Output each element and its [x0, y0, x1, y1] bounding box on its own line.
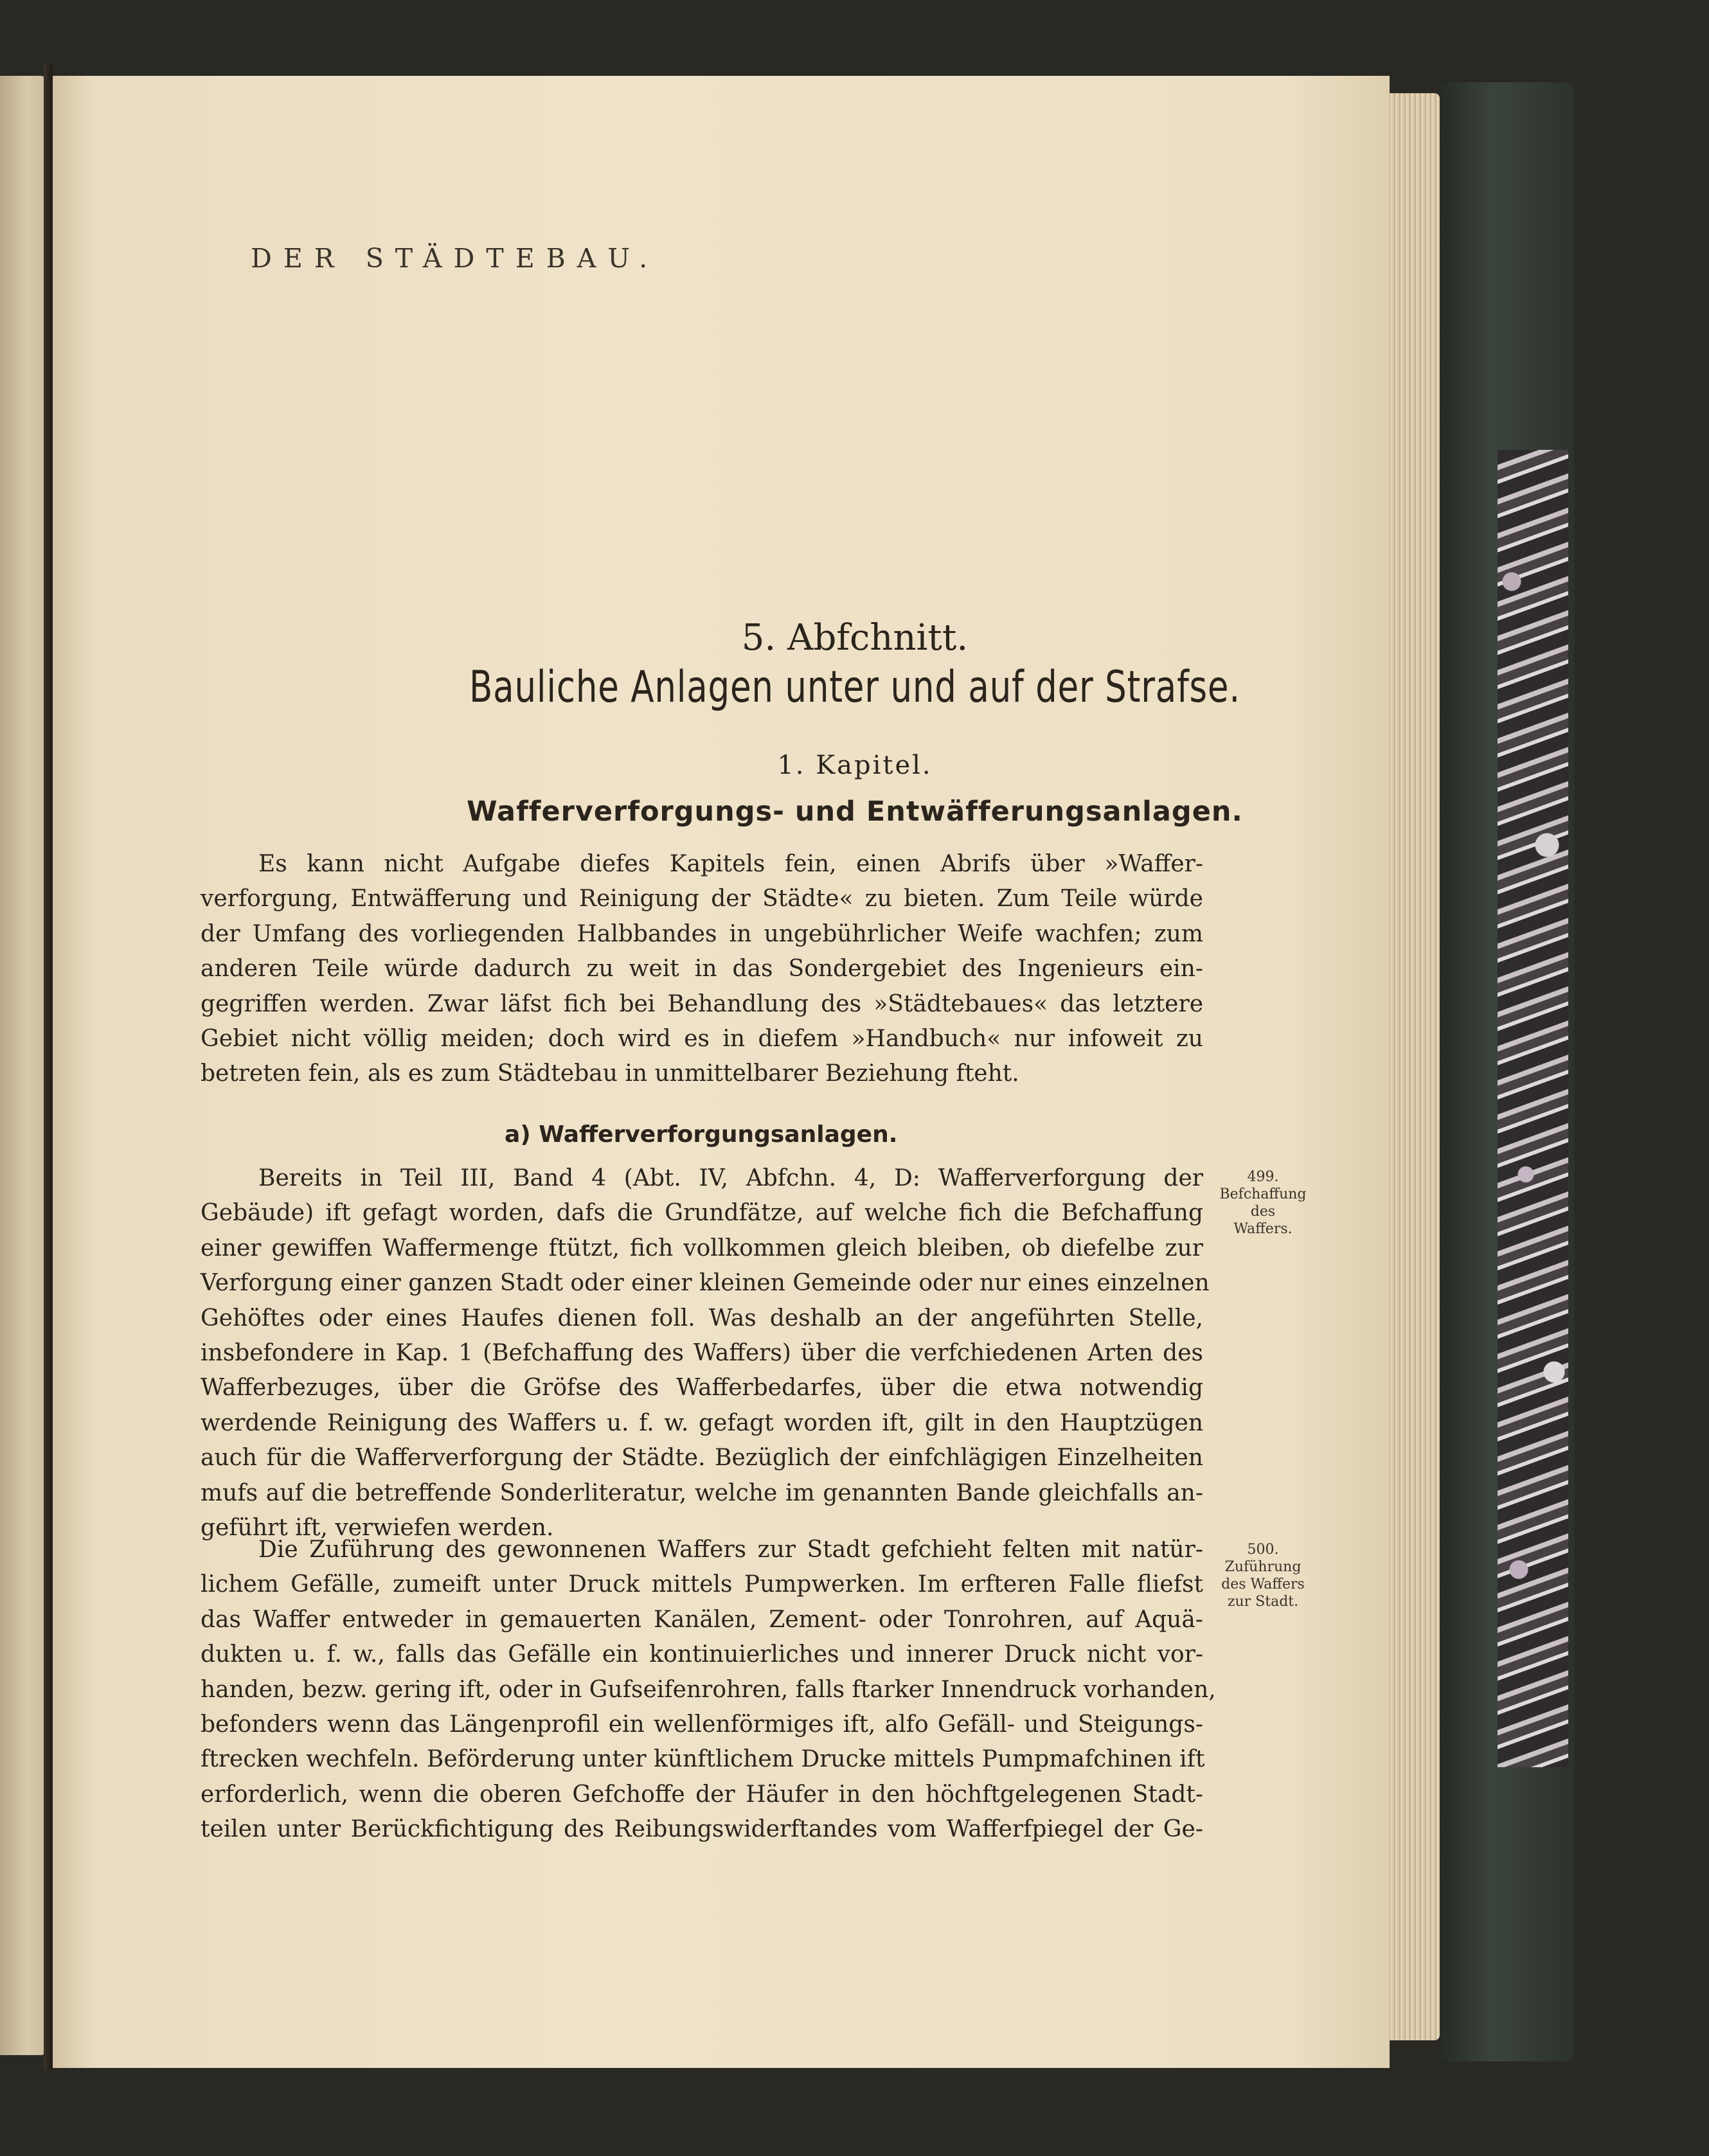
- text-line: Verforgung einer ganzen Stadt oder einer kleinen Gemeinde oder nur eines einzelnen: [201, 1270, 1210, 1297]
- text-line: auch für die Wafferverforgung der Städte. Bezüglich der einfchlägigen Einzelheiten: [201, 1445, 1203, 1472]
- text-line: ftrecken wechfeln. Beförderung unter künftlichem Drucke mittels Pumpmafchinen ift: [201, 1746, 1205, 1773]
- text-line: Gehöftes oder eines Haufes dienen foll. Was deshalb an der angeführten Stelle,: [201, 1305, 1203, 1332]
- margin-note-text: Zuführung: [1224, 1559, 1302, 1575]
- text-line: teilen unter Berückfichtigung des Reibungswiderftandes vom Wafferfpiegel der Ge-: [201, 1816, 1203, 1843]
- text-line: befonders wenn das Längenprofil ein wellenförmiges ift, alfo Gefäll- und Steigungs-: [201, 1711, 1203, 1738]
- text-line: Es kann nicht Aufgabe diefes Kapitels fein, einen Abrifs über »Waffer-: [258, 851, 1203, 877]
- text-line: Die Zuführung des gewonnenen Waffers zur Stadt gefchieht felten mit natür-: [258, 1537, 1203, 1563]
- margin-note-number: 499.: [1247, 1169, 1279, 1185]
- text-line: das Waffer entweder in gemauerten Kanälen, Zement- oder Tonrohren, auf Aquä-: [201, 1606, 1203, 1633]
- text-line: gegriffen werden. Zwar läfst fich bei Behandlung des »Städtebaues« das letztere: [201, 990, 1203, 1017]
- intro-paragraph: [201, 847, 1203, 1092]
- text-line: mufs auf die betreffende Sonderliteratur, welche im genannten Bande gleichfalls an-: [201, 1479, 1203, 1506]
- text-line: Bereits in Teil III, Band 4 (Abt. IV, Abfchn. 4, D: Wafferverforgung der: [258, 1165, 1203, 1191]
- margin-note-text: zur Stadt.: [1227, 1594, 1299, 1610]
- text-line: geführt ift, verwiefen werden.: [201, 1514, 554, 1541]
- margin-note-text: Befchaffung: [1219, 1186, 1307, 1202]
- text-line: werdende Reinigung des Waffers u. f. w. gefagt worden ift, gilt in den Hauptzügen: [201, 1409, 1203, 1436]
- margin-note-number: 500.: [1247, 1542, 1279, 1558]
- chapter-title: Wafferverforgungs- und Entwäfferungsanlagen.: [467, 796, 1243, 828]
- chapter-label: 1. Kapitel.: [777, 751, 933, 780]
- section-title: Bauliche Anlagen unter und auf der Strafse.: [469, 662, 1240, 713]
- text-line: Gebäude) ift gefagt worden, dafs die Grundfätze, auf welche fich die Befchaffung: [201, 1200, 1203, 1227]
- margin-note-text: des Waffers: [1221, 1576, 1305, 1592]
- text-line: der Umfang des vorliegenden Halbbandes in ungebührlicher Weife wachfen; zum: [201, 920, 1203, 947]
- paragraph-499: [201, 1161, 1210, 1546]
- text-line: lichem Gefälle, zumeift unter Druck mittels Pumpwerken. Im erfteren Falle fliefst: [201, 1571, 1203, 1598]
- text-line: betreten fein, als es zum Städtebau in unmittelbarer Beziehung fteht.: [201, 1060, 1019, 1087]
- subsection-heading: a) Wafferverforgungsanlagen.: [505, 1121, 898, 1148]
- book-gutter: [44, 64, 53, 2069]
- margin-note-text: Waffers.: [1233, 1221, 1293, 1237]
- text-line: Wafferbezuges, über die Gröfse des Wafferbedarfes, über die etwa notwendig: [201, 1375, 1203, 1402]
- text-line: insbefondere in Kap. 1 (Befchaffung des Waffers) über die verfchiedenen Arten des: [201, 1339, 1203, 1366]
- paragraph-500: [201, 1533, 1216, 1848]
- page-stack-edges: [1382, 93, 1440, 2040]
- margin-note-text: des: [1250, 1204, 1276, 1220]
- left-page-edge: [0, 76, 45, 2055]
- text-line: Gebiet nicht völlig meiden; doch wird es in diefem »Handbuch« nur infoweit zu: [201, 1025, 1203, 1052]
- text-line: erforderlich, wenn die oberen Gefchoffe der Häufer in den höchftgelegenen Stadt-: [201, 1781, 1203, 1808]
- text-line: dukten u. f. w., falls das Gefälle ein kontinuierliches und innerer Druck nicht vor-: [201, 1641, 1203, 1668]
- text-line: einer gewiffen Waffermenge ftützt, fich vollkommen gleich bleiben, ob diefelbe zur: [201, 1234, 1203, 1261]
- section-number: 5. Abfchnitt.: [741, 617, 969, 659]
- running-head: DER STÄDTEBAU.: [251, 243, 659, 274]
- text-line: anderen Teile würde dadurch zu weit in das Sondergebiet des Ingenieurs ein-: [201, 956, 1203, 983]
- text-line: handen, bezw. gering ift, oder in Gufseifenrohren, falls ftarker Innendruck vorhanden,: [201, 1676, 1216, 1703]
- margin-note-499: [1212, 1168, 1314, 1238]
- text-line: verforgung, Entwäfferung und Reinigung der Städte« zu bieten. Zum Teile würde: [201, 886, 1203, 913]
- margin-note-500: [1212, 1541, 1314, 1610]
